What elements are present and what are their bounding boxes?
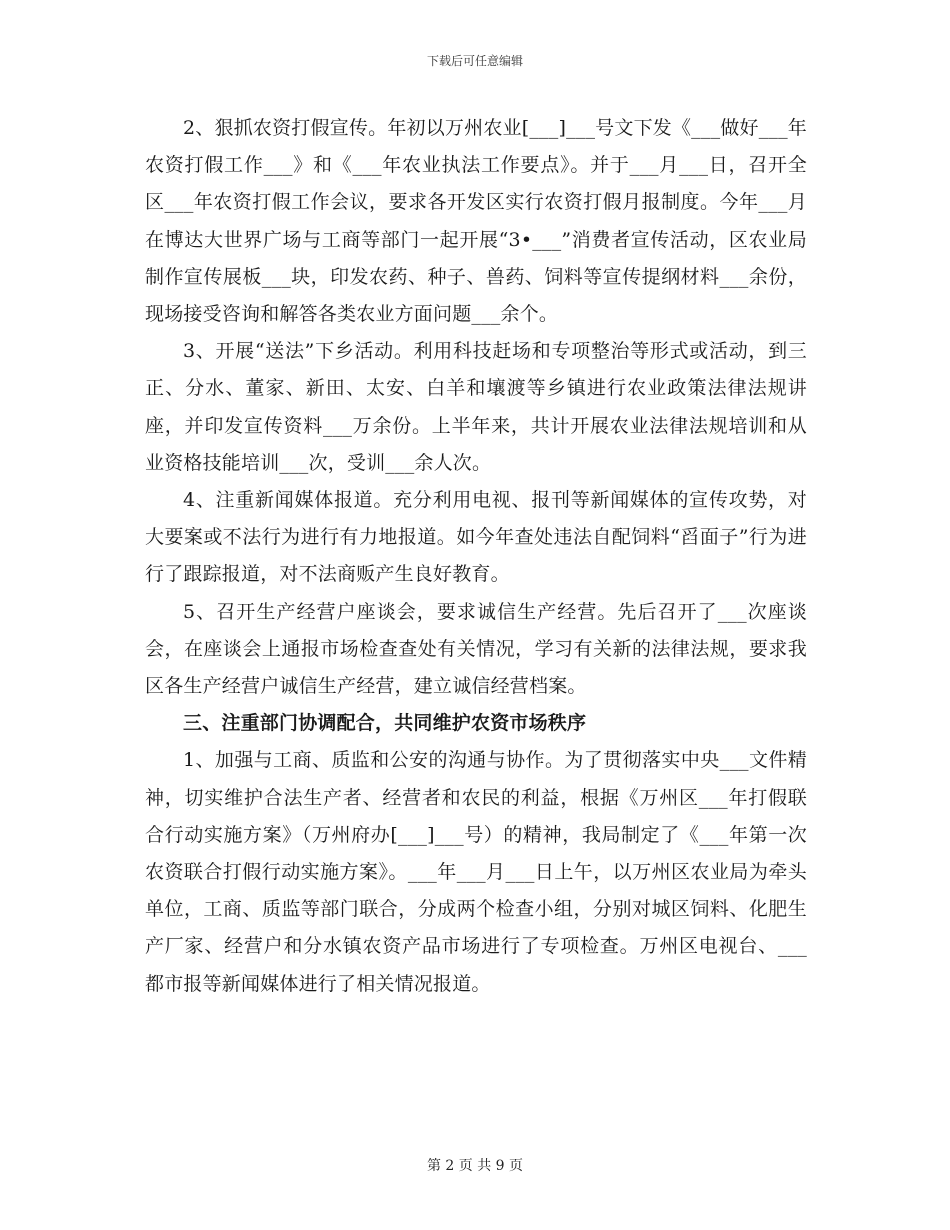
paragraph-cooperation: 1、加强与工商、质监和公安的沟通与协作。为了贯彻落实中央___文件精神，切实维护合法生产者、经营者和农民的利益，根据《万州区___年打假联合行动实施方案》（万州府办[___]___号）的精神，我局制定了《___年第一次农资联合打假行动实施方案》。___年___月___日上午，以万州区农业局为牵头单位，工商、质监等部门联合，分成两个检查小组，分别对城区饲料、化肥生产厂家、经营户和分水镇农资产品市场进行了专项检查。万州区电视台、___都市报等新闻媒体进行了相关情况报道。 (145, 749, 807, 995)
paragraph-law-to-countryside: 3、开展“送法”下乡活动。利用科技赶场和专项整治等形式或活动，到三正、分水、董家、新田、太安、白羊和壤渡等乡镇进行农业政策法律法规讲座，并印发宣传资料___万余份。上半年来，共计开展农业法律法规培训和从业资格技能培训___次，受训___余人次。 (145, 340, 807, 474)
paragraph-symposium: 5、召开生产经营户座谈会，要求诚信生产经营。先后召开了___次座谈会，在座谈会上通报市场检查查处有关情况，学习有关新的法律法规，要求我区各生产经营户诚信生产经营，建立诚信经营档案。 (145, 600, 807, 698)
page-header: 下载后可任意编辑 (426, 54, 523, 68)
page-number: 第 2 页 共 9 页 (426, 1158, 524, 1174)
paragraph-publicity: 2、狠抓农资打假宣传。年初以万州农业[___]___号文下发《___做好___年农资打假工作___》和《___年农业执法工作要点》。并于___月___日，召开全区___年农资打假工作会议，要求各开发区实行农资打假月报制度。今年___月在博达大世界广场与工商等部门一起开展“3•___”消费者宣传活动，区农业局制作宣传展板___块，印发农药、种子、兽药、饲料等宣传提纲材料___余份，现场接受咨询和解答各类农业方面问题___余个。 (145, 117, 807, 326)
document-body (145, 110, 807, 1003)
paragraph-news-media: 4、注重新闻媒体报道。充分利用电视、报刊等新闻媒体的宣传攻势，对大要案或不法行为进行有力地报道。如今年查处违法自配饲料“舀面子”行为进行了跟踪报道，对不法商贩产生良好教育。 (145, 489, 807, 586)
section-heading: 三、注重部门协调配合，共同维护农资市场秩序 (183, 712, 587, 735)
